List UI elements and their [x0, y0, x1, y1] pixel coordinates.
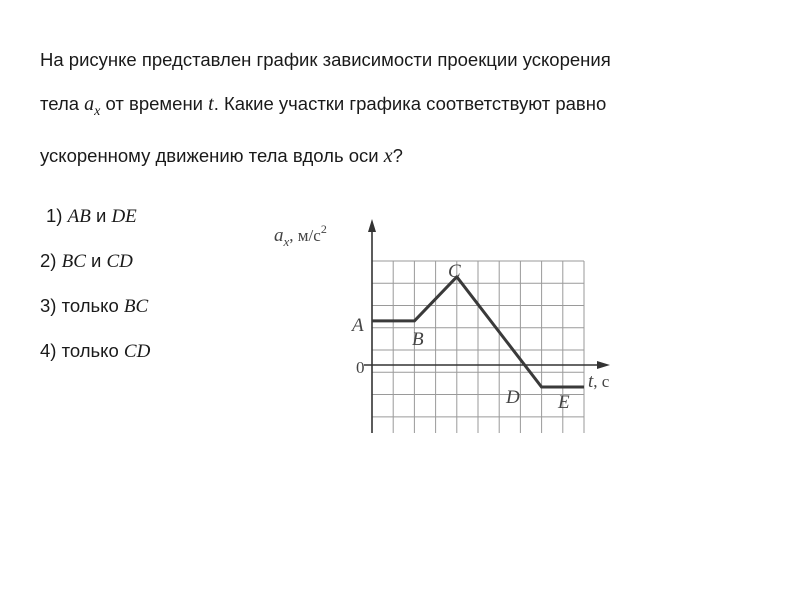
option-number: 1) [46, 205, 68, 226]
option-segment: CD [106, 251, 133, 272]
option-prefix: только [61, 295, 124, 316]
y-axis-subscript: x [283, 234, 290, 249]
option-segment: DE [111, 206, 137, 227]
y-axis-var: a [274, 225, 284, 246]
option-prefix: только [61, 340, 124, 361]
question-text-fragment: от времени [100, 93, 209, 114]
answer-option-2[interactable] [40, 246, 150, 291]
x-axis-var: t [588, 371, 594, 392]
question-text [40, 38, 760, 178]
question-text-fragment: ? [392, 145, 403, 166]
y-axis-unit: , м/с [289, 226, 321, 245]
answer-option-3[interactable] [40, 291, 150, 336]
option-conjunction: и [85, 250, 107, 271]
y-axis-power: 2 [320, 222, 327, 236]
x-axis-unit: , с [593, 372, 610, 391]
point-label-d: D [506, 387, 520, 408]
question-line-1: На рисунке представлен график зависимости проекции ускорения [40, 49, 611, 70]
option-segment: CD [123, 341, 151, 362]
answer-option-1[interactable] [40, 201, 150, 246]
option-number: 2) [40, 250, 62, 271]
var-x: x [383, 145, 393, 167]
graph-svg [260, 205, 640, 445]
question-line-2 [40, 82, 760, 134]
var-a-subscript: x [94, 104, 101, 119]
answer-option-4[interactable] [40, 336, 150, 381]
x-axis-arrow [597, 361, 610, 369]
var-a: a [84, 93, 95, 115]
option-segment: BC [123, 296, 149, 317]
acceleration-graph [260, 205, 640, 445]
question-line-3 [40, 134, 760, 178]
option-number: 3) [40, 295, 62, 316]
y-axis-arrow [368, 219, 376, 232]
origin-label: 0 [356, 358, 365, 377]
y-axis-label [274, 222, 327, 249]
point-label-b: B [412, 329, 424, 350]
question-text-fragment: ускоренному движению тела вдоль оси [40, 145, 384, 166]
question-text-fragment: тела [40, 93, 85, 114]
point-label-c: C [448, 261, 461, 282]
graph-grid [372, 261, 584, 433]
option-conjunction: и [90, 205, 112, 226]
question-text-fragment: . Какие участки графика соответствуют равно [213, 93, 607, 114]
option-segment: BC [61, 251, 86, 272]
point-label-e: E [558, 392, 570, 413]
answer-options [40, 201, 150, 381]
var-t: t [208, 93, 214, 115]
option-number: 4) [40, 340, 62, 361]
option-segment: AB [67, 206, 91, 227]
point-label-a: A [352, 315, 364, 336]
x-axis-label [588, 371, 610, 392]
